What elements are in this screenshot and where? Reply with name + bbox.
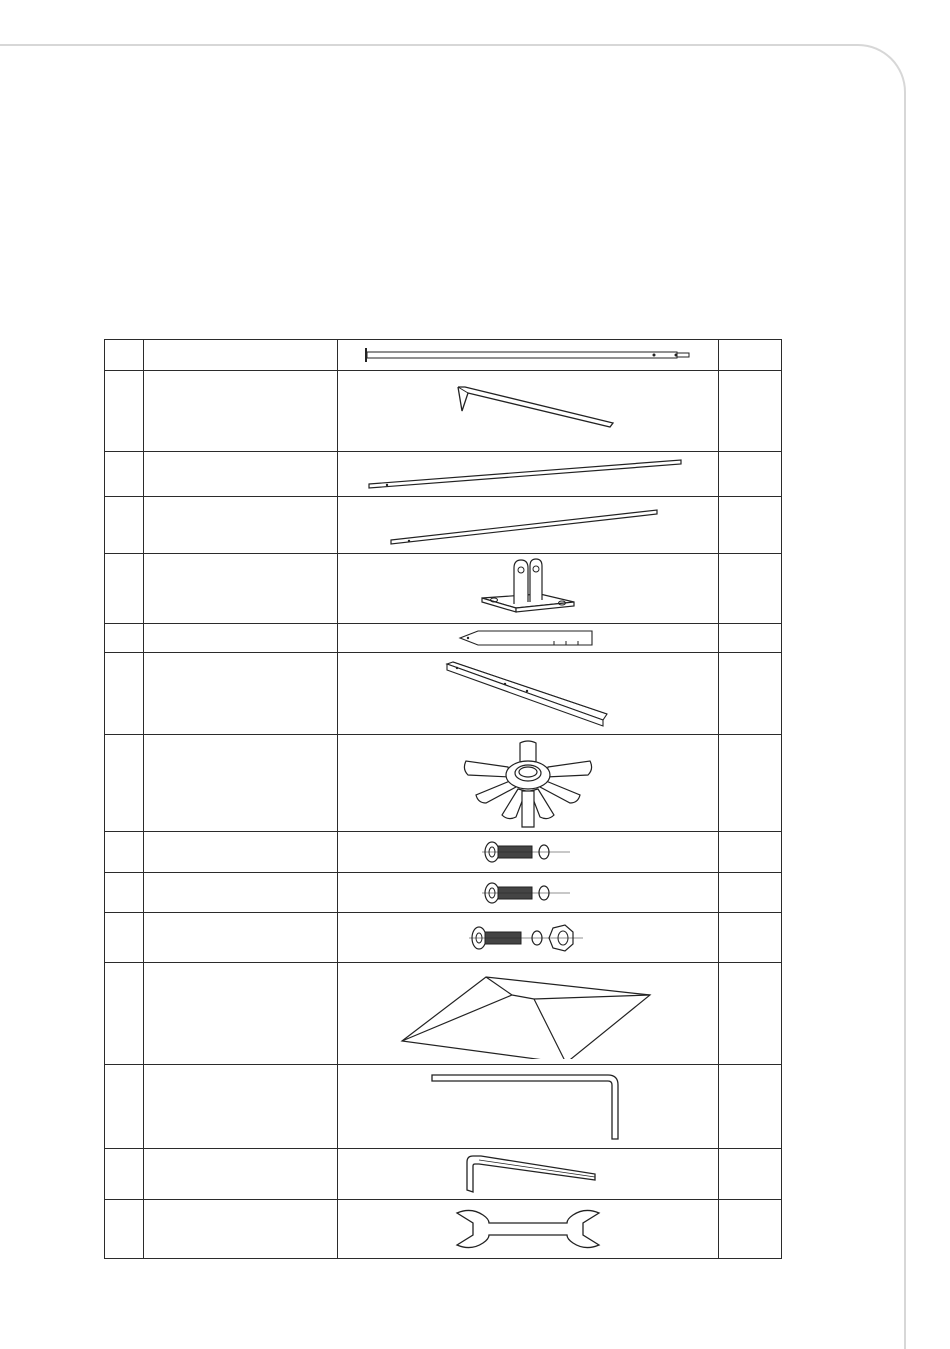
part-image	[338, 452, 719, 497]
ground-stake-icon	[458, 628, 598, 648]
bolt-washer-icon	[478, 837, 578, 867]
table-row	[105, 832, 782, 873]
table-row	[105, 1200, 782, 1259]
part-name	[144, 1149, 338, 1200]
base-bracket-icon	[478, 558, 578, 620]
part-image	[338, 340, 719, 371]
main-pole-icon	[358, 344, 698, 366]
part-image	[338, 371, 719, 452]
bolt-washer-icon	[478, 878, 578, 908]
part-quantity	[719, 873, 782, 913]
part-name	[144, 340, 338, 371]
table-row	[105, 452, 782, 497]
large-allen-key-icon	[428, 1071, 628, 1143]
part-image	[338, 832, 719, 873]
table-row	[105, 1149, 782, 1200]
part-name	[144, 497, 338, 554]
table-row	[105, 340, 782, 371]
part-image	[338, 873, 719, 913]
part-quantity	[719, 653, 782, 735]
part-number	[105, 832, 144, 873]
part-number	[105, 873, 144, 913]
part-name	[144, 913, 338, 963]
hub-connector-icon	[458, 737, 598, 829]
part-number	[105, 554, 144, 624]
part-image	[338, 1065, 719, 1149]
channel-bar-icon	[443, 658, 613, 730]
part-quantity	[719, 1200, 782, 1259]
part-image	[338, 497, 719, 554]
part-image	[338, 1200, 719, 1259]
part-number	[105, 963, 144, 1065]
part-name	[144, 1200, 338, 1259]
part-name	[144, 452, 338, 497]
part-quantity	[719, 1149, 782, 1200]
part-image	[338, 963, 719, 1065]
wrench-icon	[453, 1205, 603, 1253]
part-number	[105, 735, 144, 832]
part-name	[144, 873, 338, 913]
part-quantity	[719, 735, 782, 832]
part-image	[338, 1149, 719, 1200]
part-number	[105, 1065, 144, 1149]
part-image	[338, 554, 719, 624]
part-name	[144, 963, 338, 1065]
part-image	[338, 735, 719, 832]
table-row	[105, 497, 782, 554]
part-name	[144, 735, 338, 832]
part-name	[144, 554, 338, 624]
part-number	[105, 371, 144, 452]
parts-table	[104, 339, 782, 1259]
part-number	[105, 653, 144, 735]
part-number	[105, 624, 144, 653]
part-name	[144, 1065, 338, 1149]
table-row	[105, 735, 782, 832]
part-image	[338, 653, 719, 735]
part-name	[144, 624, 338, 653]
table-row	[105, 963, 782, 1065]
part-quantity	[719, 452, 782, 497]
small-allen-key-icon	[453, 1152, 603, 1196]
part-number	[105, 497, 144, 554]
part-image	[338, 624, 719, 653]
table-row	[105, 371, 782, 452]
part-number	[105, 1149, 144, 1200]
part-name	[144, 832, 338, 873]
long-rod-short-icon	[383, 502, 673, 548]
part-image	[338, 913, 719, 963]
part-quantity	[719, 913, 782, 963]
bent-rod-icon	[428, 381, 628, 441]
bolt-washer-nut-icon	[465, 920, 591, 956]
part-number	[105, 452, 144, 497]
part-quantity	[719, 497, 782, 554]
part-number	[105, 913, 144, 963]
table-row	[105, 653, 782, 735]
table-row	[105, 1065, 782, 1149]
part-name	[144, 653, 338, 735]
part-name	[144, 371, 338, 452]
part-number	[105, 340, 144, 371]
part-quantity	[719, 554, 782, 624]
part-quantity	[719, 832, 782, 873]
table-row	[105, 873, 782, 913]
table-row	[105, 624, 782, 653]
part-quantity	[719, 963, 782, 1065]
part-quantity	[719, 340, 782, 371]
table-row	[105, 913, 782, 963]
part-number	[105, 1200, 144, 1259]
canopy-roof-icon	[398, 969, 658, 1059]
part-quantity	[719, 371, 782, 452]
part-quantity	[719, 624, 782, 653]
part-quantity	[719, 1065, 782, 1149]
long-rod-icon	[363, 456, 693, 492]
table-row	[105, 554, 782, 624]
